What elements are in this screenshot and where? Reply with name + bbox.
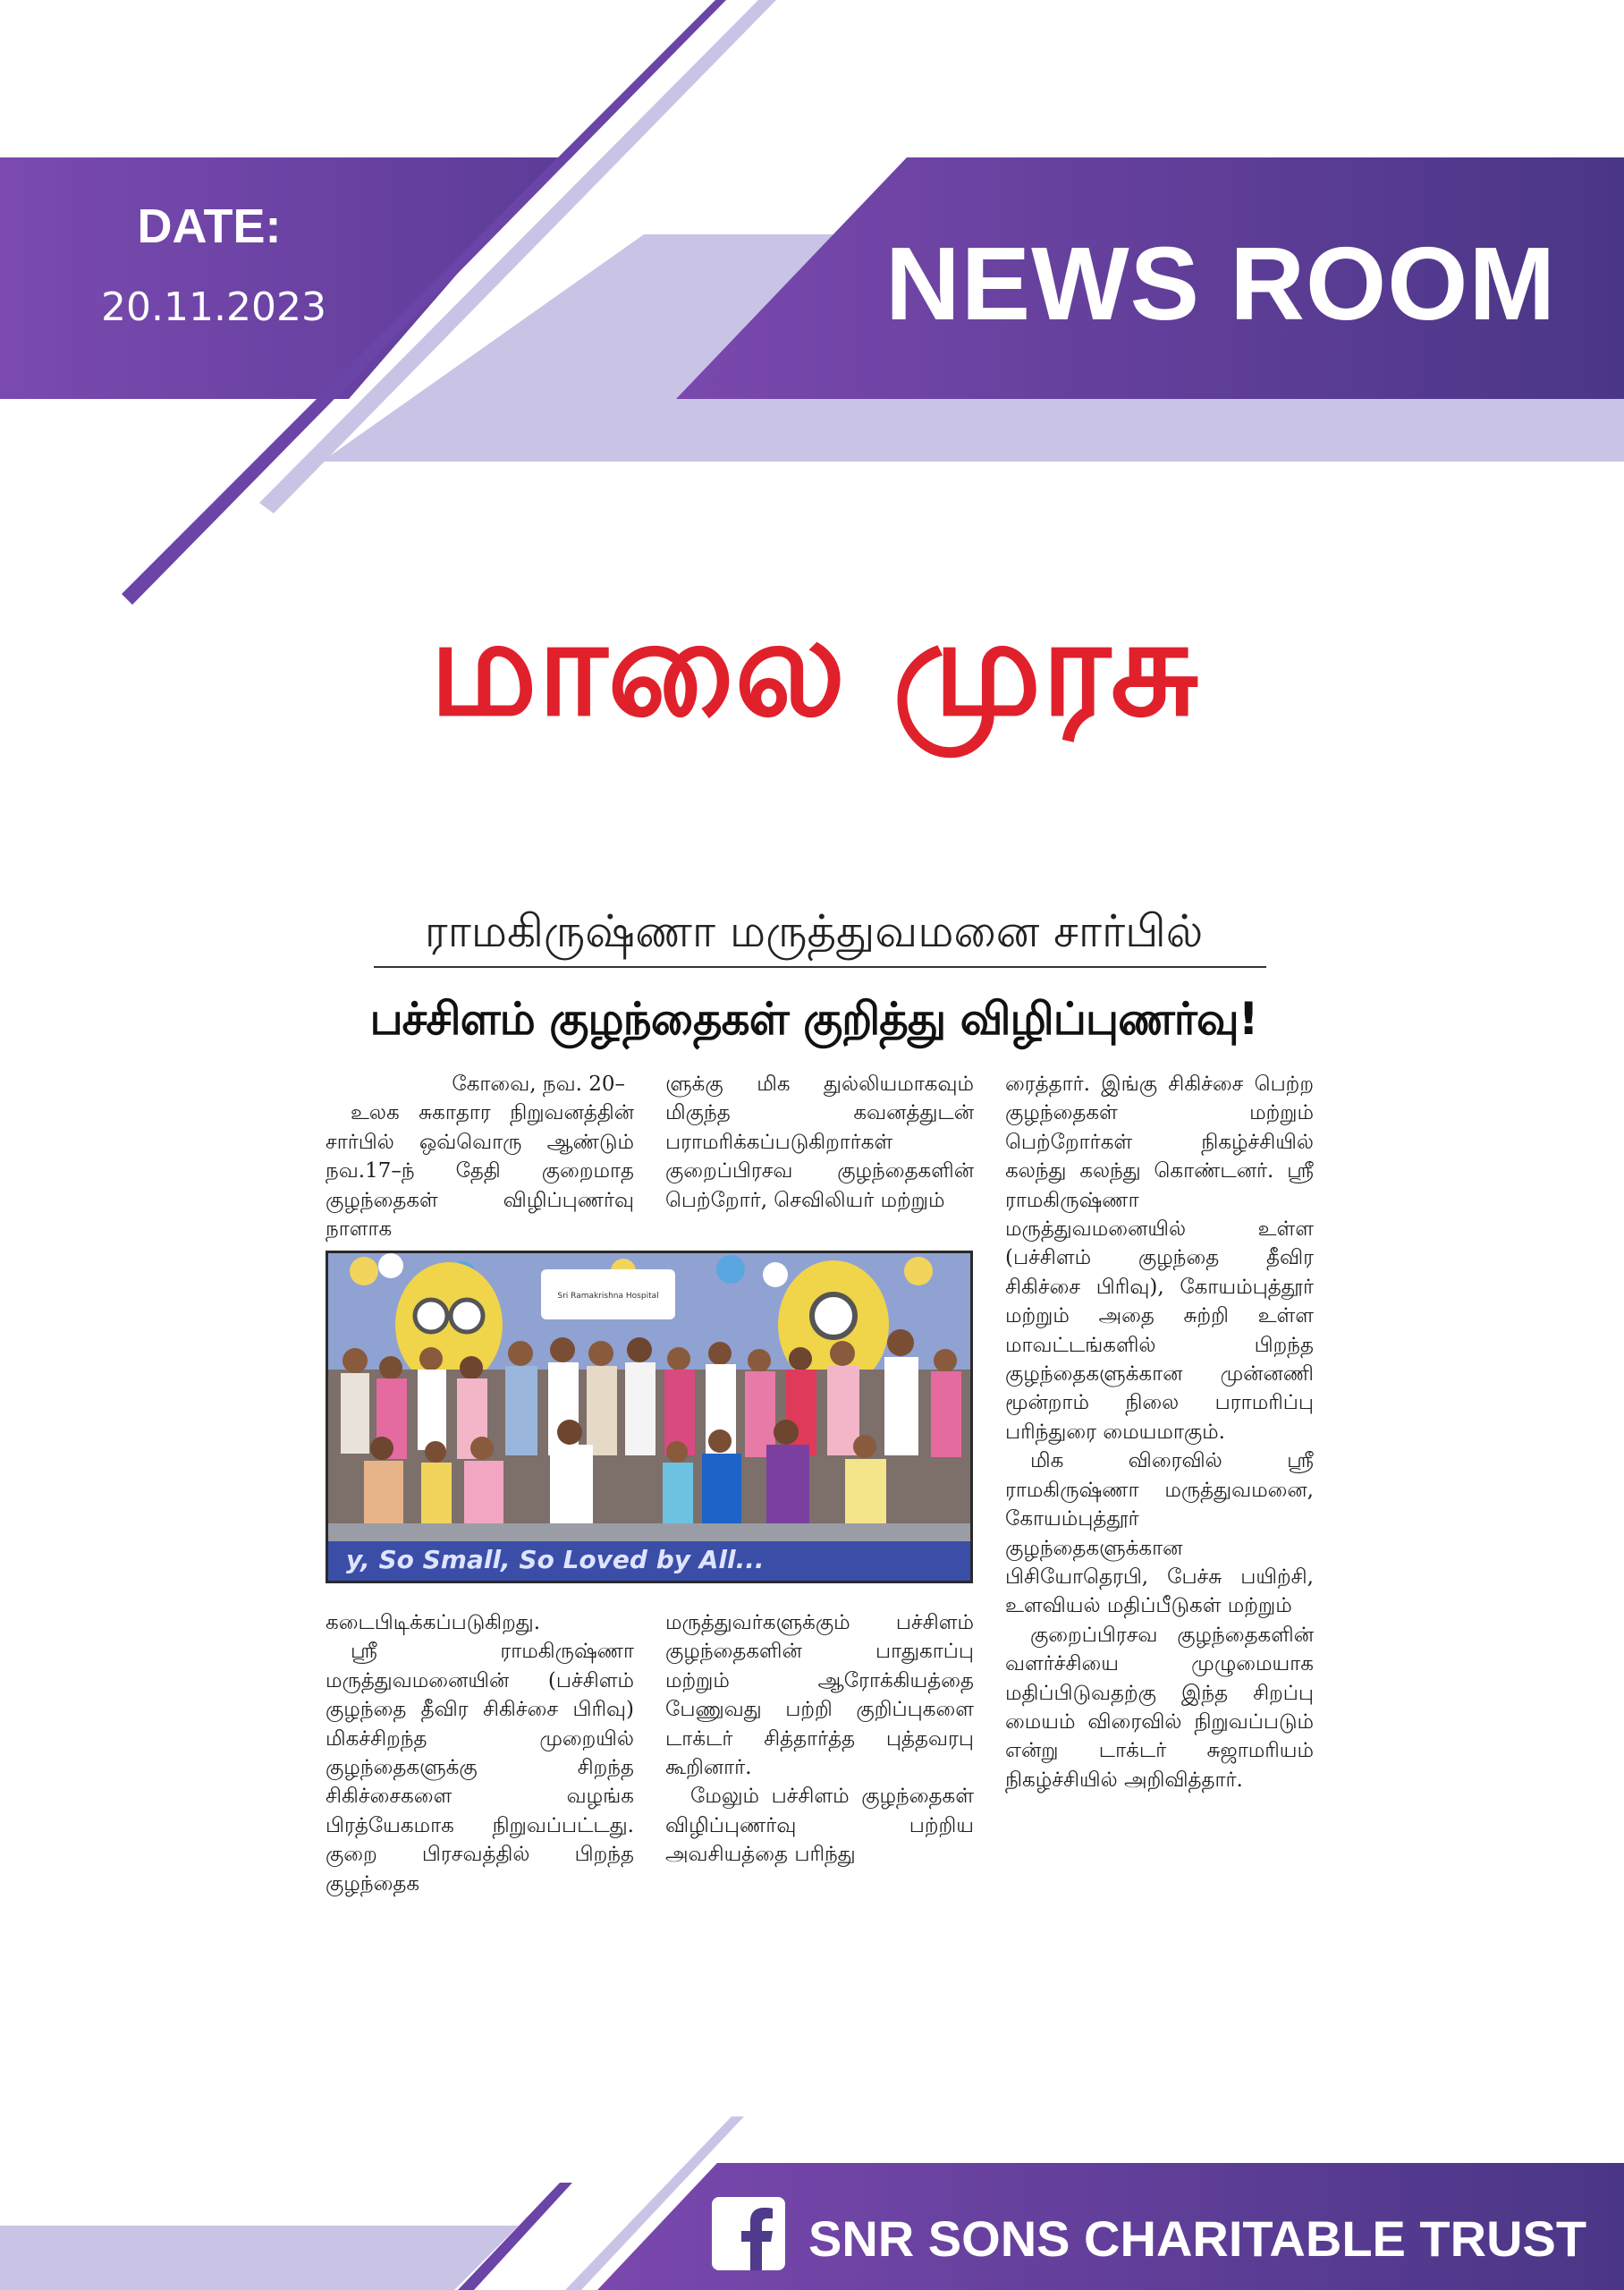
article-paragraph: கடைபிடிக்கப்படுகிறது. [326, 1611, 541, 1634]
photo-banner [328, 1541, 970, 1581]
newspaper-masthead: மாலை முரசு [429, 590, 1198, 746]
kicker-divider [374, 966, 1266, 968]
article-paragraph: குறைப்பிரசவ குழந்தைகளின் வளர்ச்சியை முழுமையாக மதிப்பிடுவதற்கு இந்த சிறப்பு மையம் விரைவில் நிறுவப்படும் என்று டாக்டர் சுஜாமரியம் நிகழ்ச்சியில் அறிவித்தார். [1005, 1623, 1314, 1792]
article-paragraph: ரைத்தார். இங்கு சிகிச்சை பெற்ற குழந்தைகள் மற்றும் பெற்றோர்கள் நிகழ்ச்சியில் கலந்து கலந்து கொண்டனர். ஸ்ரீ ராமகிருஷ்ணா மருத்துவமனையில் உள்ள (பச்சிளம் குழந்தை தீவிர சிகிச்சை பிரிவு), கோயம்புத்தூர் மற்றும் அதை சுற்றி உள்ள மாவட்டங்களில் பிறந்த குழந்தைகளுக்கான முன்னணி மூன்றாம் நிலை பராமரிப்பு பரிந்துரை மையமாகும். [1005, 1073, 1314, 1444]
page-title: NEWS ROOM [885, 225, 1557, 342]
hospital-sign-text: Sri Ramakrishna Hospital [557, 1292, 659, 1301]
article-column-2-top [665, 1070, 974, 1215]
event-group-photo [326, 1251, 973, 1583]
article-kicker: ராமகிருஷ்ணா மருத்துவமனை சார்பில் [424, 905, 1204, 957]
article-paragraph: ஸ்ரீ ராமகிருஷ்ணா மருத்துவமனையின் (பச்சிளம் குழந்தை தீவிர சிகிச்சை பிரிவு) மிகச்சிறந்த முறையில் குழந்தைகளுக்கு சிறந்த சிகிச்சைகளை வழங்க பிரத்யேகமாக நிறுவப்பட்டது. குறை பிரசவத்தில் பிறந்த குழந்தைக [326, 1640, 634, 1896]
date-value: 20.11.2023 [101, 284, 326, 330]
article-paragraph: மருத்துவர்களுக்கும் பச்சிளம் குழந்தைகளின் பாதுகாப்பு மற்றும் ஆரோக்கியத்தை பேணுவது பற்றி குறிப்புகளை டாக்டர் சித்தார்த்த புத்தவரபு கூறினார். [665, 1611, 974, 1780]
article-column-2-bottom [665, 1608, 974, 1870]
facebook-icon[interactable] [712, 2197, 785, 2270]
footer-lavender-block [0, 2226, 519, 2290]
date-label: DATE: [137, 199, 282, 253]
article-paragraph: மேலும் பச்சிளம் குழந்தைகள் விழிப்புணர்வு பற்றிய அவசியத்தை பரிந்து [665, 1785, 974, 1867]
article-headline: பச்சிளம் குழந்தைகள் குறித்து விழிப்புணர்வு! [369, 993, 1258, 1045]
article-dateline: கோவை, நவ. 20– [452, 1073, 625, 1096]
article-column-1-top [326, 1070, 634, 1243]
article-paragraph: உலக சுகாதார நிறுவனத்தின் சார்பில் ஒவ்வொரு ஆண்டும் நவ.17–ந் தேதி குறைமாத குழந்தைகள் விழிப்புணர்வு நாளாக [326, 1101, 634, 1242]
organization-name: SNR SONS CHARITABLE TRUST [808, 2210, 1587, 2267]
photo-banner-text: y, So Small, So Loved by All... [346, 1545, 765, 1574]
hospital-sign [541, 1269, 675, 1319]
article-column-3 [1005, 1070, 1314, 1794]
article-paragraph: மிக விரைவில் ஸ்ரீ ராமகிருஷ்ணா மருத்துவமனை, கோயம்புத்தூர் குழந்தைகளுக்கான பிசியோதெரபி, பேச்சு பயிற்சி, உளவியல் மதிப்பீடுகள் மற்றும் [1005, 1449, 1314, 1618]
article-column-1-bottom [326, 1608, 634, 1898]
article-paragraph: ளுக்கு மிக துல்லியமாகவும் மிகுந்த கவனத்துடன் பராமரிக்கப்படுகிறார்கள் குறைப்பிரசவ குழந்தைகளின் பெற்றோர், செவிலியர் மற்றும் [665, 1073, 974, 1212]
